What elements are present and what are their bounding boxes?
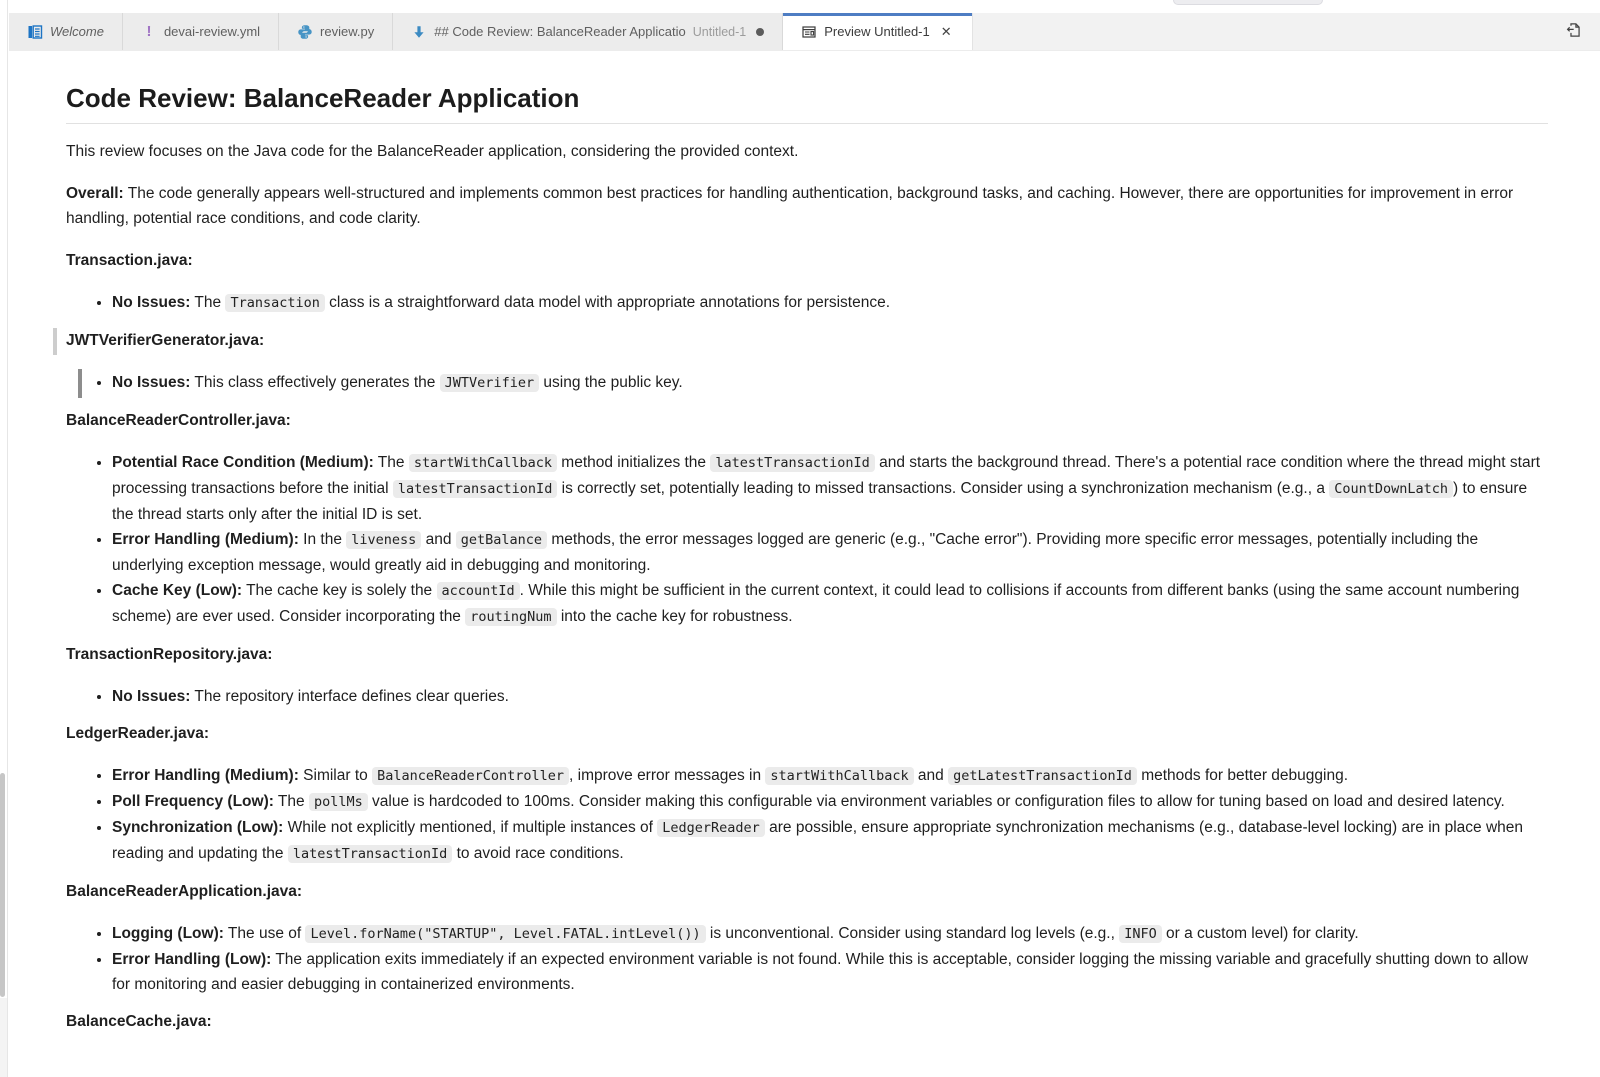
review-item: • Synchronization (Low): While not explicitly mentioned, if multiple instances of LedgerReader are possible, ensure appropriate synchronization mechanisms (e.g., database-level locking) are in place when reading and updating the latestTransactionId to avoid race conditions. (112, 815, 1548, 867)
page-with-arrow-icon (1564, 21, 1582, 42)
left-editor-sliver (0, 0, 8, 1077)
review-list (66, 684, 1548, 709)
python-icon (297, 24, 313, 40)
tab-devai-review-yml[interactable] (123, 13, 279, 50)
tab-label: review.py (320, 24, 375, 39)
review-item: • Poll Frequency (Low): The pollMs value is hardcoded to 100ms. Consider making this configurable via environment variables or configuration files to allow for tuning based on load and desired latency. (112, 789, 1548, 815)
review-item: • Potential Race Condition (Medium): The startWithCallback method initializes the latestTransactionId and starts the background thread. There's a potential race condition where the thread might start processing transactions before the initial latestTransactionId is correctly set, potentially leading to missed transactions. Consider using a synchronization mechanism (e.g., a CountDownLatch ) to ensure the thread starts only after the initial ID is set. (112, 450, 1548, 527)
review-item: • Error Handling (Medium): Similar to BalanceReaderController , improve error messages in startWithCallback and getLatestTransactionId methods for better debugging. (112, 763, 1548, 789)
editor-actions (1560, 13, 1600, 50)
preview-content (9, 51, 1600, 1077)
tabs-container (9, 13, 973, 50)
markdown-preview-pane[interactable] (9, 51, 1600, 1077)
welcome-icon (27, 24, 43, 40)
close-icon[interactable]: ✕ (940, 24, 952, 39)
file-heading-ledgerreader-java: LedgerReader.java: (66, 725, 210, 742)
file-heading-transaction-java: Transaction.java: (66, 252, 193, 269)
tab-welcome[interactable] (9, 13, 123, 50)
file-heading-balancereaderapplication-java: BalanceReaderApplication.java: (66, 883, 303, 900)
review-item: • No Issues: This class effectively generates the JWTVerifier using the public key. (112, 370, 1548, 396)
preview-icon (801, 24, 817, 40)
markdown-icon (411, 24, 427, 40)
page-title: Code Review: BalanceReader Application (66, 82, 1548, 124)
review-item: • Error Handling (Low): The application exits immediately if an expected environment variable is not found. While this is acceptable, consider logging the missing variable and gracefully shutting down to allow for monitoring and easier debugging in containerized environments. (112, 947, 1548, 997)
review-item: • Logging (Low): The use of Level.forName("STARTUP", Level.FATAL.intLevel()) is unconventional. Consider using standard log levels (e.g., INFO or a custom level) for clarity. (112, 921, 1548, 947)
editor-tab-bar (9, 13, 1600, 51)
window-top-strip (0, 0, 1600, 13)
tab-review-py[interactable] (279, 13, 393, 50)
review-list (66, 290, 1548, 316)
review-list (66, 450, 1548, 630)
file-heading-transactionrepository-java: TransactionRepository.java: (66, 646, 273, 663)
review-list (66, 921, 1548, 997)
file-heading-balancereadercontroller-java: BalanceReaderController.java: (66, 412, 291, 429)
tab-description: Untitled-1 (692, 24, 747, 39)
tab-code-review-balancereader-applicatio[interactable] (393, 13, 783, 50)
tab-label: Welcome (50, 24, 104, 39)
review-item: • Cache Key (Low): The cache key is solely the accountId . While this might be sufficient in the current context, it could lead to collisions if accounts from different banks (using the same account numbering scheme) are ever used. Consider incorporating the routingNum into the cache key for robustness. (112, 578, 1548, 630)
file-heading-balancecache-java: BalanceCache.java: (66, 1013, 212, 1030)
floating-widget-remnant (1173, 0, 1323, 5)
review-item: • No Issues: The Transaction class is a straightforward data model with appropriate annotations for persistence. (112, 290, 1548, 316)
intro-paragraph: This review focuses on the Java code for the BalanceReader application, considering the provided context. (66, 143, 799, 160)
tab-label: ## Code Review: BalanceReader Applicatio (434, 24, 686, 39)
review-list (66, 370, 1548, 396)
editor-actions-button[interactable] (1560, 17, 1586, 46)
tab-preview-untitled-1[interactable] (783, 13, 972, 50)
review-item: • Error Handling (Medium): In the liveness and getBalance methods, the error messages logged are generic (e.g., "Cache error"). Providing more specific error messages, potentially including the underlying exception message, would greatly aid in debugging and monitoring. (112, 527, 1548, 578)
yaml-icon: ! (146, 23, 152, 40)
tab-label: Preview Untitled-1 (824, 24, 930, 39)
modified-dot-icon (756, 28, 764, 36)
left-scrollbar-thumb[interactable] (0, 773, 5, 997)
left-sliver-shade (0, 998, 7, 1077)
review-list (66, 763, 1548, 867)
intro-paragraph: Overall: The code generally appears well-structured and implements common best practices for handling authentication, background tasks, and caching. However, there are opportunities for improvement in error handling, potential race conditions, and code clarity. (66, 185, 1514, 227)
file-heading-jwtverifiergenerator-java: JWTVerifierGenerator.java: (66, 328, 1548, 353)
tab-label: devai-review.yml (163, 24, 261, 39)
review-item: • No Issues: The repository interface defines clear queries. (112, 684, 1548, 709)
